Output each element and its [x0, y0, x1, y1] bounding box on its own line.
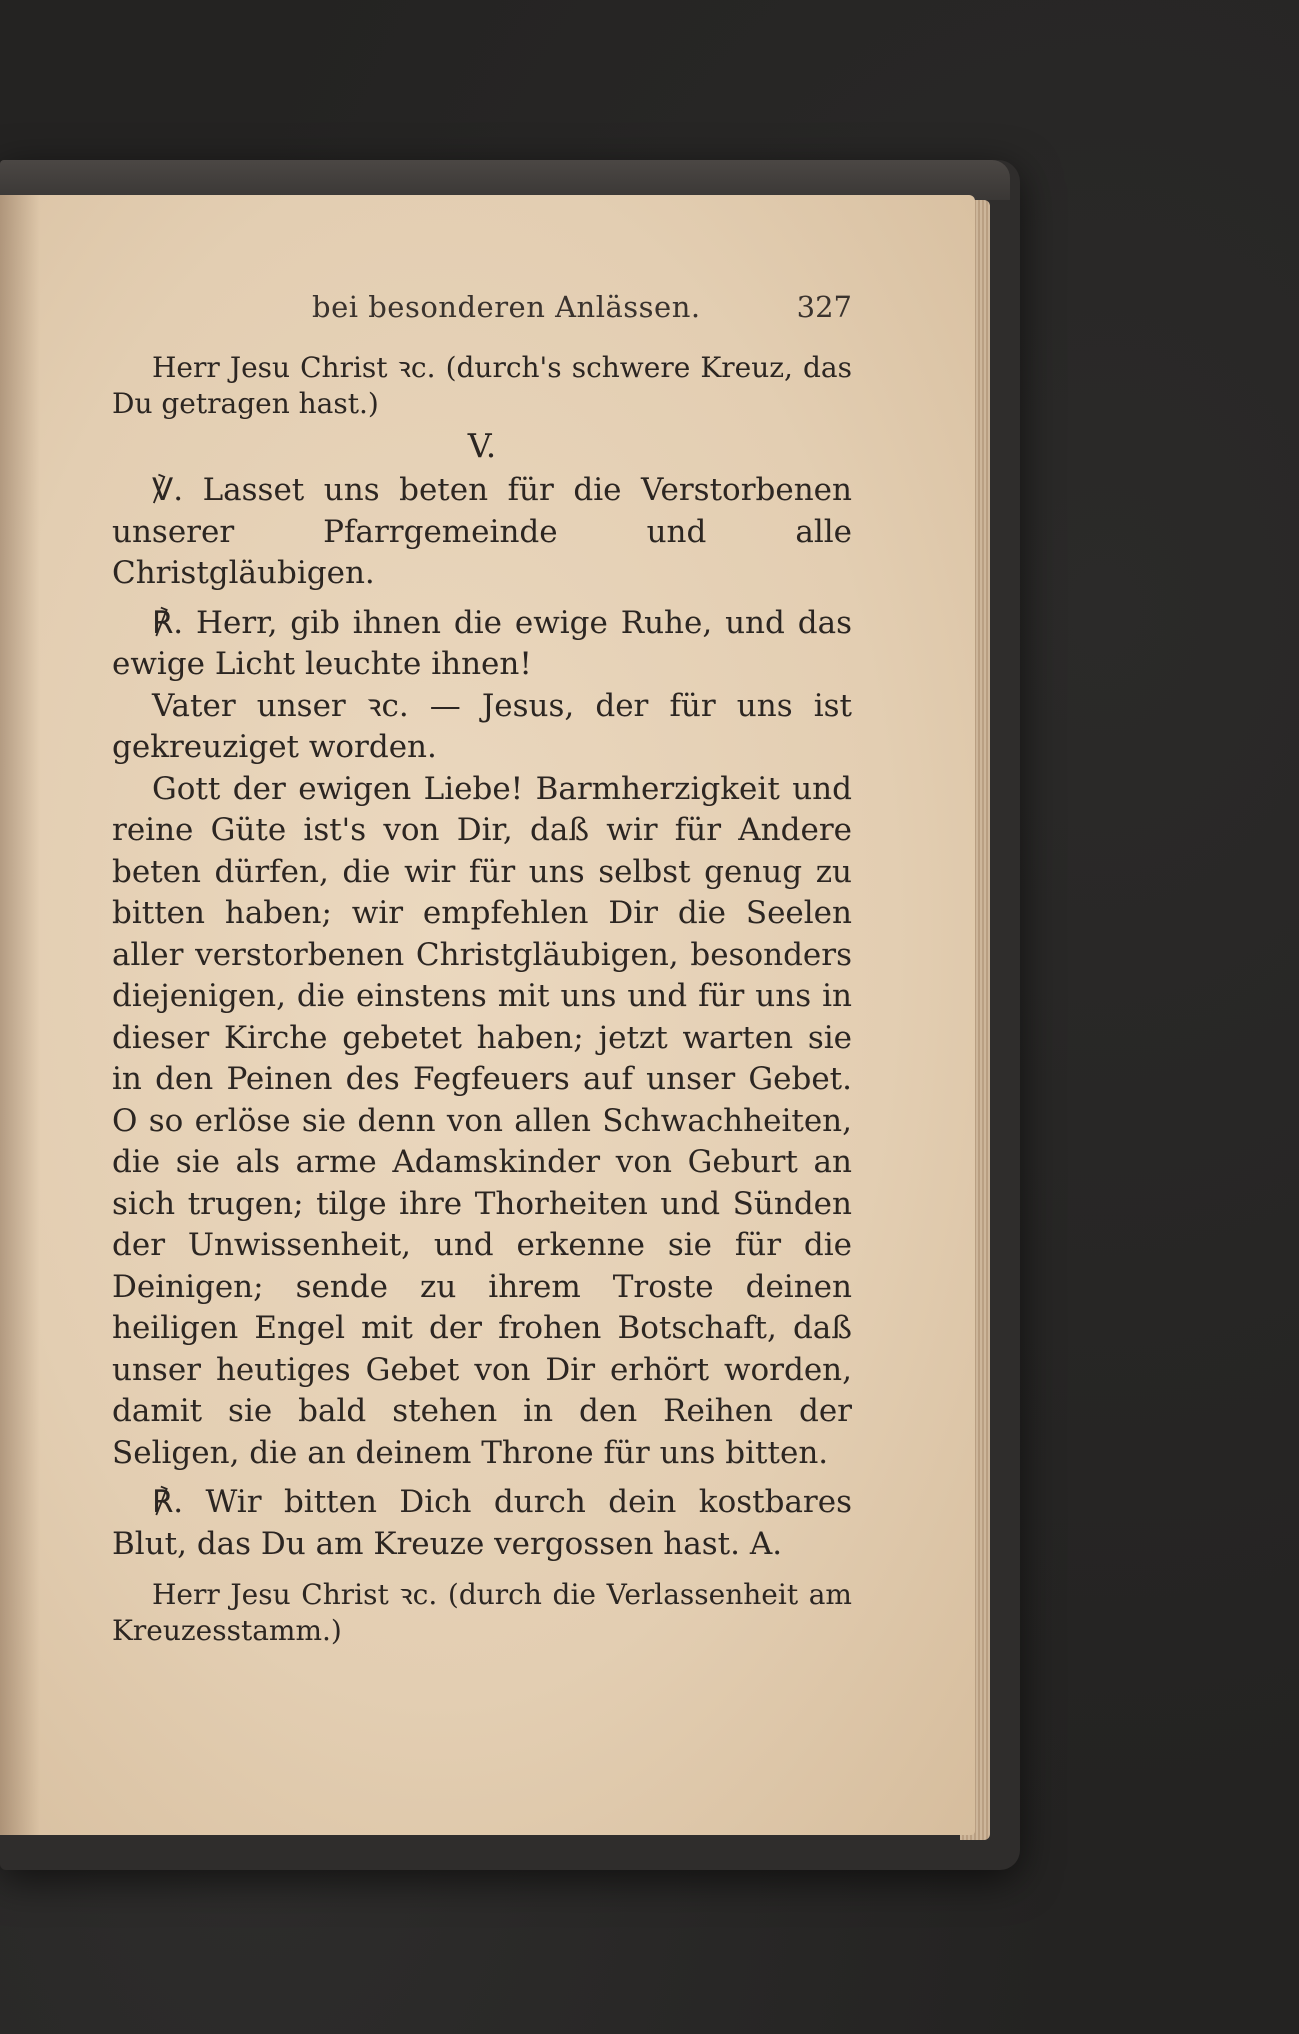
response: ℟. Herr, gib ihnen die ewige Ruhe, und das ewige Licht leuchte ihnen! [112, 604, 852, 682]
book-cover-edge [0, 160, 1010, 200]
page-header [112, 290, 852, 334]
response: ℟. Wir bitten Dich durch dein kostbares Blut, das Du am Kreuze vergossen hast. A. [112, 1484, 852, 1562]
running-head: bei besonderen Anlässen. [312, 290, 701, 324]
page-body [112, 350, 852, 1649]
prayer-paragraph: Gott der ewigen Liebe! Barmherzigkeit und reine Güte ist's von Dir, daß wir für Andere beten dürfen, die wir für uns selbst genug zu bitten haben; wir empfehlen Dir die Seelen aller verstorbenen Christgläubigen, besonders diejenigen, die einstens mit uns und für uns in dieser Kirche gebetet haben; jetzt warten sie in den Peinen des Fegfeuers auf unser Gebet. O so erlöse sie denn von allen Schwachheiten, die sie als arme Adamskinder von Geburt an sich trugen; tilge ihre Thorheiten und Sünden der Unwissenheit, und erkenne sie für die Deinigen; sende zu ihrem Troste deinen heiligen Engel mit der frohen Botschaft, daß unser heutiges Gebet von Dir erhört worden, damit sie bald stehen in den Reihen der Seligen, die an deinem Throne für uns bitten. [112, 770, 852, 1471]
page-number: 327 [796, 290, 852, 324]
rubric-note: Herr Jesu Christ ꝛc. (durch die Verlassenheit am Kreuzesstamm.) [112, 1578, 852, 1647]
spine-shadow [0, 195, 40, 1835]
rubric-note: Herr Jesu Christ ꝛc. (durch's schwere Kreuz, das Du getragen hast.) [112, 351, 852, 420]
prayer-paragraph: Vater unser ꝛc. — Jesus, der für uns ist gekreuziget worden. [112, 687, 852, 765]
section-number: V. [467, 426, 497, 465]
versicle: ℣. Lasset uns beten für die Verstorbenen unserer Pfarrgemeinde und alle Christgläubigen. [112, 472, 852, 591]
